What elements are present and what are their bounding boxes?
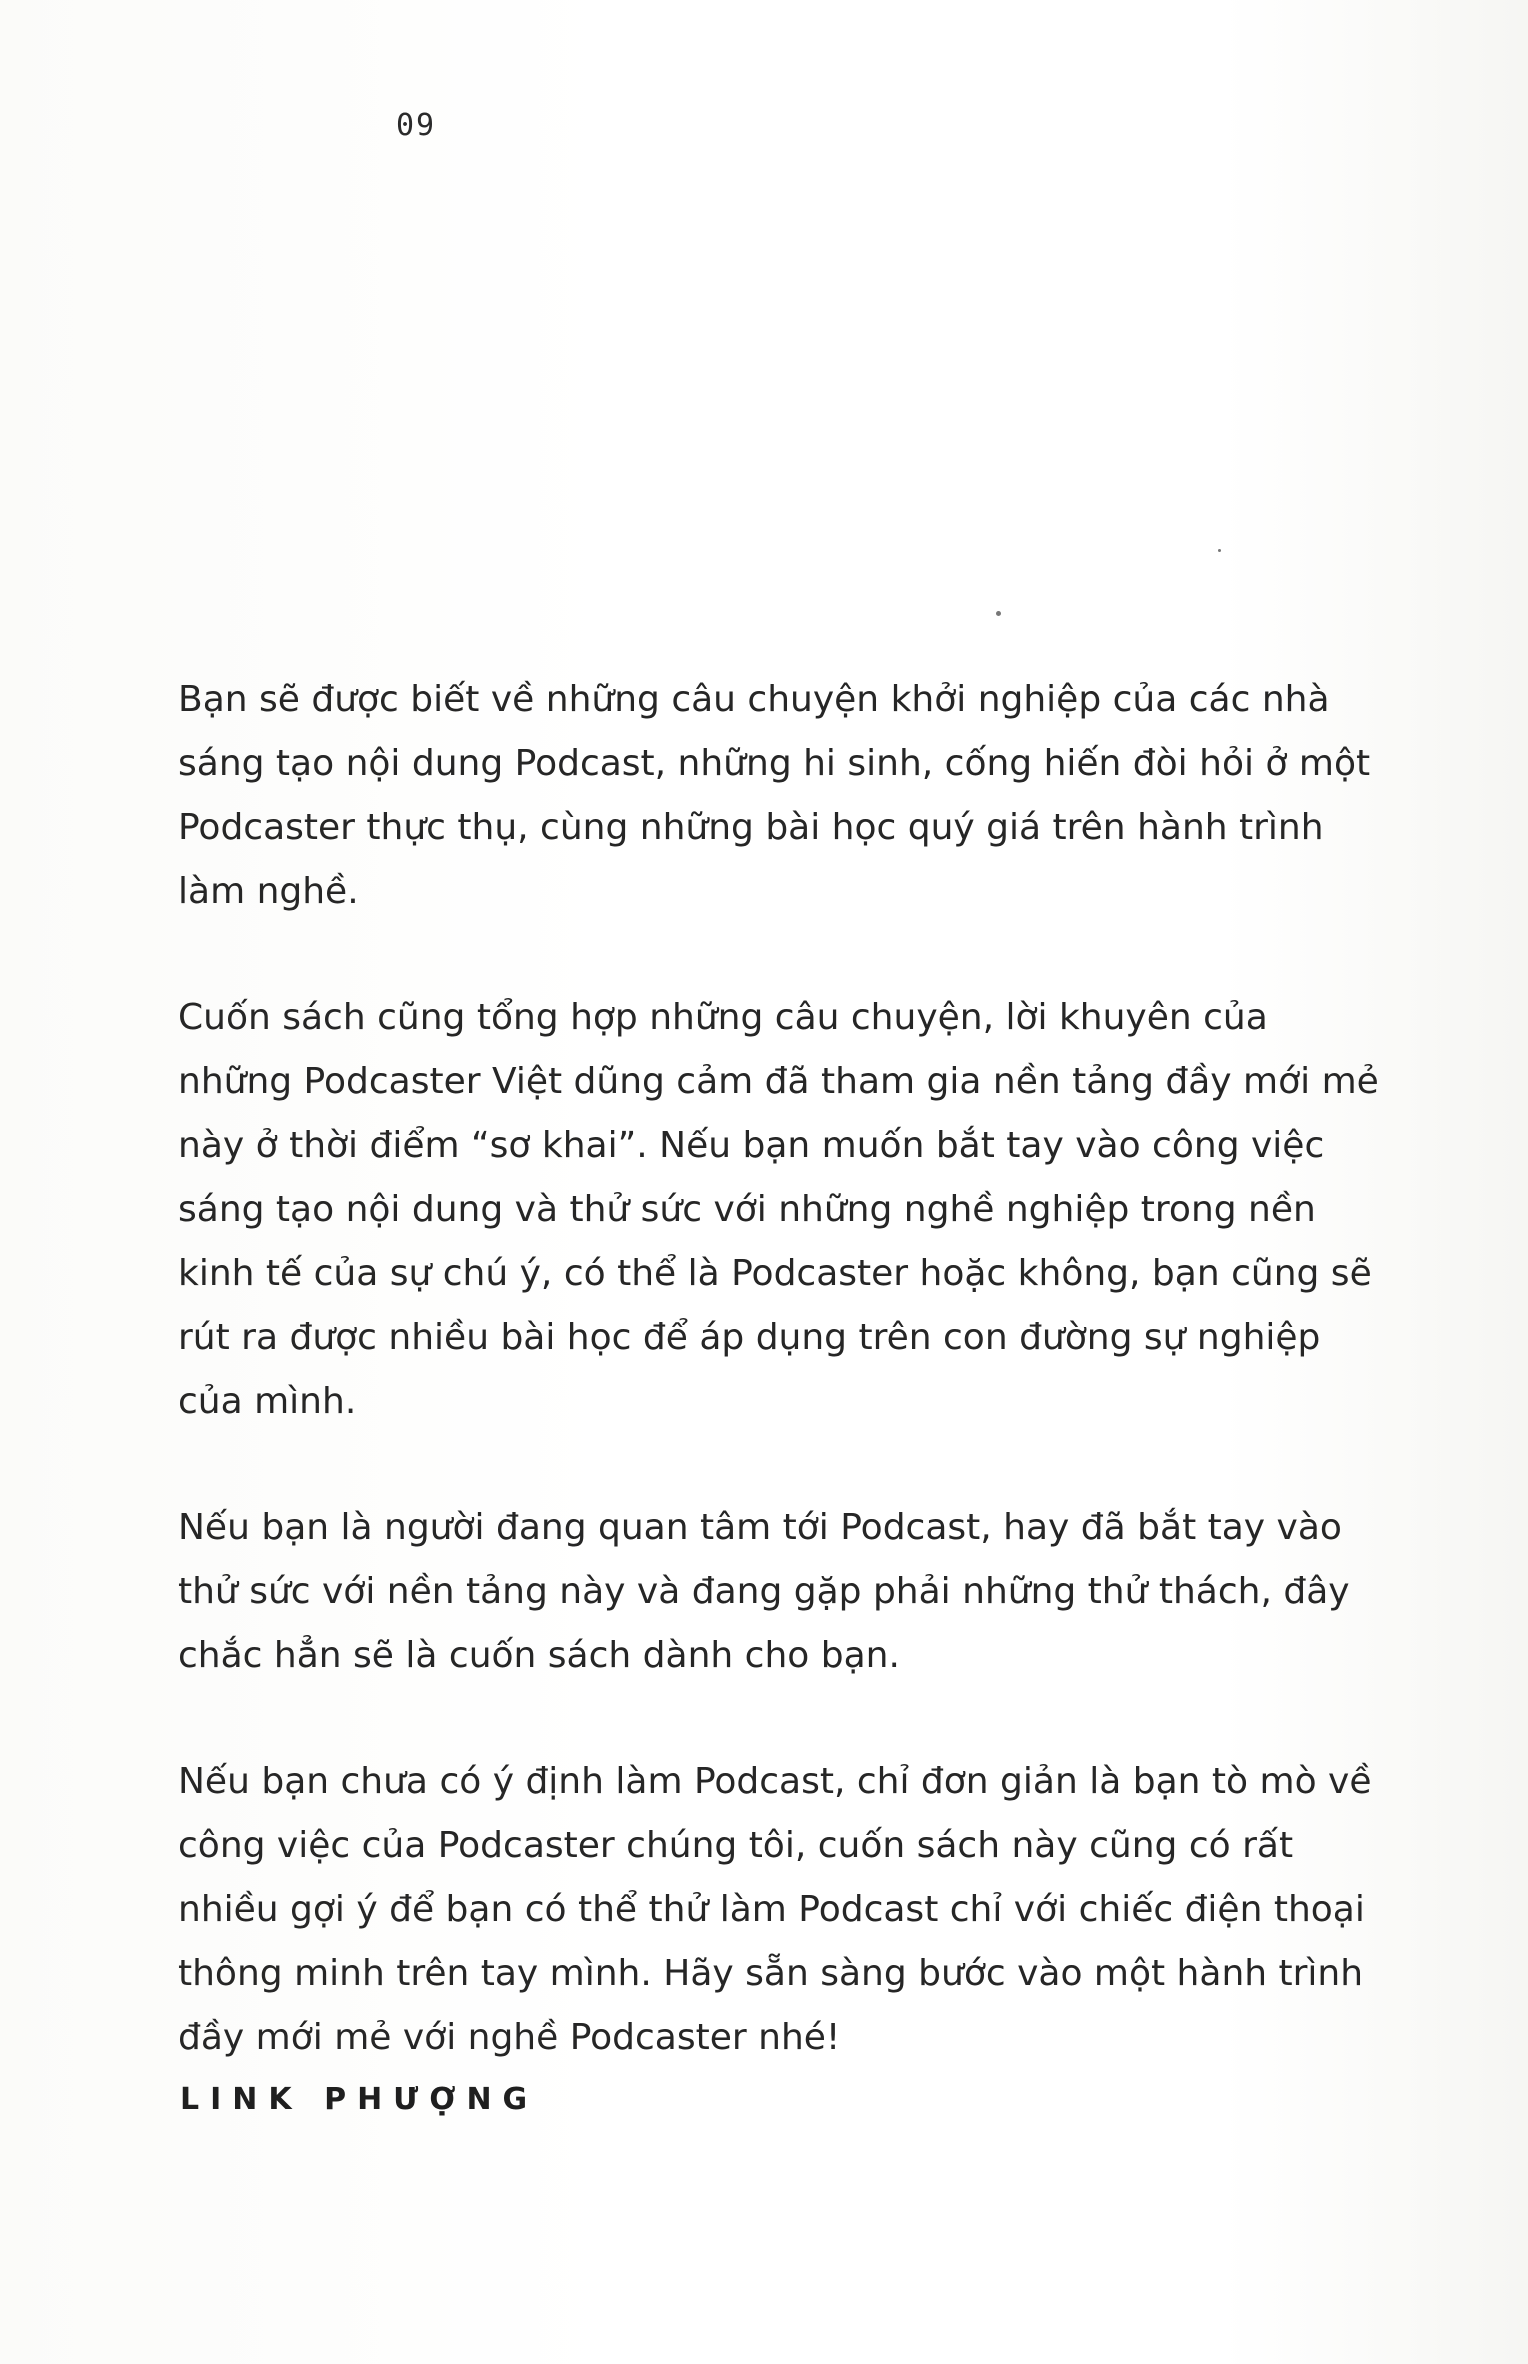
foreword-body bbox=[178, 668, 1388, 2132]
author-signature: LINK PHƯỢNG bbox=[180, 2082, 539, 2117]
paper-speck bbox=[996, 611, 1001, 616]
paragraph-3: Nếu bạn là người đang quan tâm tới Podcast, hay đã bắt tay vào thử sức với nền tảng này và đang gặp phải những thử thách, đây chắc hẳn sẽ là cuốn sách dành cho bạn. bbox=[178, 1507, 1350, 1676]
paragraph-1: Bạn sẽ được biết về những câu chuyện khởi nghiệp của các nhà sáng tạo nội dung Podcast, những hi sinh, cống hiến đòi hỏi ở một Podcaster thực thụ, cùng những bài học quý giá trên hành trình làm nghề. bbox=[178, 679, 1371, 912]
paragraph-4: Nếu bạn chưa có ý định làm Podcast, chỉ đơn giản là bạn tò mò về công việc của Podcaster chúng tôi, cuốn sách này cũng có rất nhiều gợi ý để bạn có thể thử làm Podcast chỉ với chiếc điện thoại thông minh trên tay mình. Hãy sẵn sàng bước vào một hành trình đầy mới mẻ với nghề Podcaster nhé! bbox=[178, 1761, 1372, 2058]
paragraph-2: Cuốn sách cũng tổng hợp những câu chuyện, lời khuyên của những Podcaster Việt dũng cảm đã tham gia nền tảng đầy mới mẻ này ở thời điểm “sơ khai”. Nếu bạn muốn bắt tay vào công việc sáng tạo nội dung và thử sức với những nghề nghiệp trong nền kinh tế của sự chú ý, có thể là Podcaster hoặc không, bạn cũng sẽ rút ra được nhiều bài học để áp dụng trên con đường sự nghiệp của mình. bbox=[178, 997, 1379, 1422]
paper-speck bbox=[1218, 549, 1221, 552]
page-number: 09 bbox=[396, 108, 437, 143]
